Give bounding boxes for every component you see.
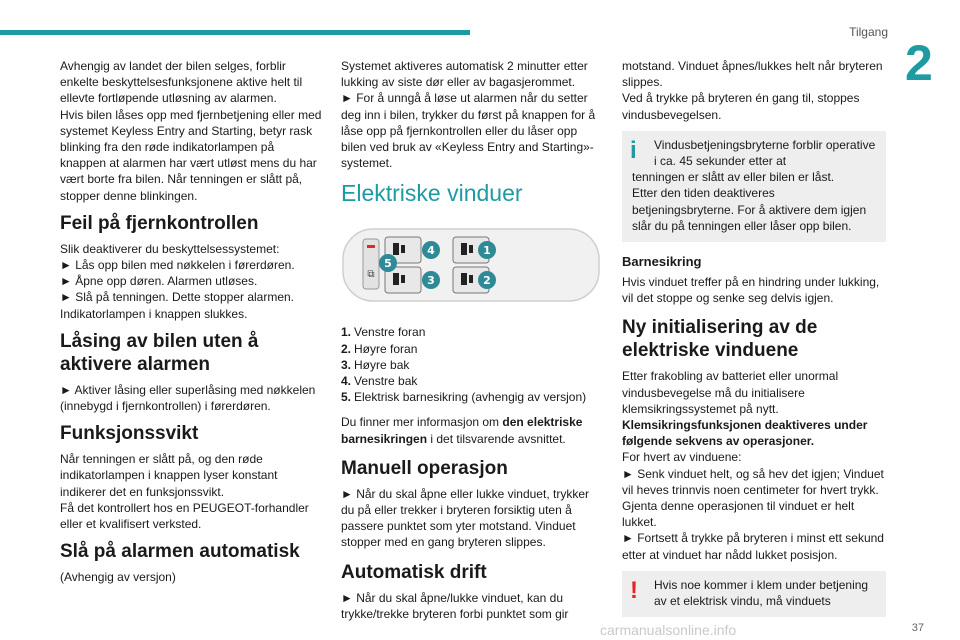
window-switch-panel-illustration — [341, 225, 601, 305]
warning-icon: ! — [630, 576, 638, 604]
legend-item: 2. Høyre foran — [341, 341, 418, 356]
manual-operation-text: ► Når du skal åpne eller lukke vinduet, trykker du på eller trekker i bryteren forsiktig uten å passere punktet som yter motstand. Vinduet stopper med en gang bryteren slippes. — [341, 486, 589, 550]
legend-item: 5. Elektrisk barnesikring (avhengig av versjon) — [341, 390, 587, 405]
alarm-intro-text: Avhengig av landet der bilen selges, forblir enkelte beskyttelsesfunksjonene aktive helt til ellevte fortløpende utløsning av alarmen. Hvis bilen låses opp med fjernbetjening eller med systemet Keyless Entry and Starting, betyr rask blinking fra den røde indikatorlampen på knappen at alarmen har vært utløst mens du har vært borte fra bilen. Når tenningen er slått på, stopper denne blinkingen. — [60, 59, 322, 203]
legend-item: 4. Venstre bak — [341, 374, 418, 389]
legend-item: 1. Venstre foran — [341, 325, 426, 340]
child-safety-text: Hvis vinduet treffer på en hindring under lukking, vil det stoppe og senke seg delvis igjen. — [622, 275, 880, 306]
info-box — [622, 131, 886, 242]
chapter-number: 2 — [905, 35, 933, 91]
heading-reinitialisation: Ny initialisering av de elektriske vinduene — [622, 317, 818, 362]
svg-text:⧉: ⧉ — [367, 269, 375, 281]
info-text-rest: tenningen er slått av eller bilen er låst. Etter den tiden deaktiveres betjeningsbryterne. For å aktivere dem igjen slår du på tenningen eller låser opp bilen. — [632, 170, 867, 233]
alarm-indicator-led — [367, 245, 375, 248]
badge-3: 3 — [427, 274, 435, 288]
auto-activation-text: Systemet aktiveres automatisk 2 minutter etter lukking av siste dør eller av bagasjerommet. ► For å unngå å løse ut alarmen når du setter deg inn i bilen, trykker du først på knappen for å låse opp på fjernkontrollen eller du låser opp bilen ved bruk av «Keyless Entry and Starting»-systemet. — [341, 59, 596, 171]
warning-text-rest: av et elektrisk vindu, må vinduets — [654, 594, 831, 609]
page-number: 37 — [911, 622, 924, 634]
section-title: Tilgang — [849, 25, 888, 39]
automatic-operation-text: ► Når du skal åpne/lukke vinduet, kan du trykke/trekke bryteren forbi punktet som gir — [341, 590, 569, 621]
heading-remote-fault: Feil på fjernkontrollen — [60, 212, 259, 234]
header-accent-bar — [0, 30, 470, 35]
automatic-continued-text: motstand. Vinduet åpnes/lukkes helt når bryteren slippes. Ved å trykke på bryteren én gang til, stoppes vindusbevegelsen. — [622, 59, 883, 122]
heading-manual-operation: Manuell operasjon — [341, 457, 508, 479]
auto-alarm-text: (Avhengig av versjon) — [60, 570, 176, 585]
info-text-first: Vindusbetjeningsbryterne forblir operative i ca. 45 sekunder etter at — [654, 137, 876, 169]
heading-lock-without-alarm: Låsing av bilen uten å aktivere alarmen — [60, 330, 259, 375]
badge-2: 2 — [483, 274, 491, 288]
badge-5: 5 — [384, 257, 392, 271]
watermark: carmanualsonline.info — [600, 622, 737, 638]
heading-child-safety: Barnesikring — [622, 254, 702, 270]
window-legend-list — [341, 324, 604, 405]
remote-fault-text: Slik deaktiverer du beskyttelsessystemet: ► Lås opp bilen med nøkkelen i førerdøren. ► Åpne opp døren. Alarmen utløses. ► Slå på tenningen. Dette stopper alarmen. Indikatorlampen i knappen slukkes. — [60, 241, 295, 321]
malfunction-text: Når tenningen er slått på, og den røde indikatorlampen i knappen lyser konstant indikerer det en funksjonssvikt. Få det kontrollert hos en PEUGEOT-forhandler eller et kvalifisert verksted. — [60, 452, 309, 532]
column-1 — [60, 58, 322, 593]
reinit-bold-text: Klemsikringsfunksjonen deaktiveres under følgende sekvens av operasjoner. — [622, 418, 868, 449]
child-lock-reference: Du finner mer informasjon om den elektriske barnesikringen i det tilsvarende avsnittet. — [341, 415, 583, 446]
info-icon: i — [630, 136, 637, 164]
reinit-text-1: Etter frakobling av batteriet eller unormal vindusbevegelse må du initialisere klemsikringssystemet på nytt. — [622, 369, 839, 416]
warning-box — [622, 571, 886, 617]
badge-4: 4 — [427, 244, 435, 258]
legend-item: 3. Høyre bak — [341, 357, 410, 372]
heading-malfunction: Funksjonssvikt — [60, 423, 199, 445]
warning-text-first: Hvis noe kommer i klem under betjening — [654, 577, 869, 592]
badge-1: 1 — [483, 244, 491, 258]
reinit-text-2: For hvert av vinduene: ► Senk vinduet helt, og så hev det igjen; Vinduet vil heves trinnvis noen centimeter for hvert trykk. Gjenta denne operasjonen til vinduet er helt lukket. ► Fortsett å trykke på bryteren i minst ett sekund etter at vinduet har nådd lukket posisjon. — [622, 450, 884, 562]
heading-automatic-operation: Automatisk drift — [341, 561, 487, 583]
heading-auto-alarm: Slå på alarmen automatisk — [60, 541, 300, 563]
lock-without-alarm-text: ► Aktiver låsing eller superlåsing med nøkkelen (innebygd i fjernkontrollen) i førerdøren. — [60, 382, 316, 414]
column-2 — [341, 58, 604, 630]
heading-electric-windows: Elektriske vinduer — [341, 180, 523, 207]
column-3 — [622, 58, 886, 629]
